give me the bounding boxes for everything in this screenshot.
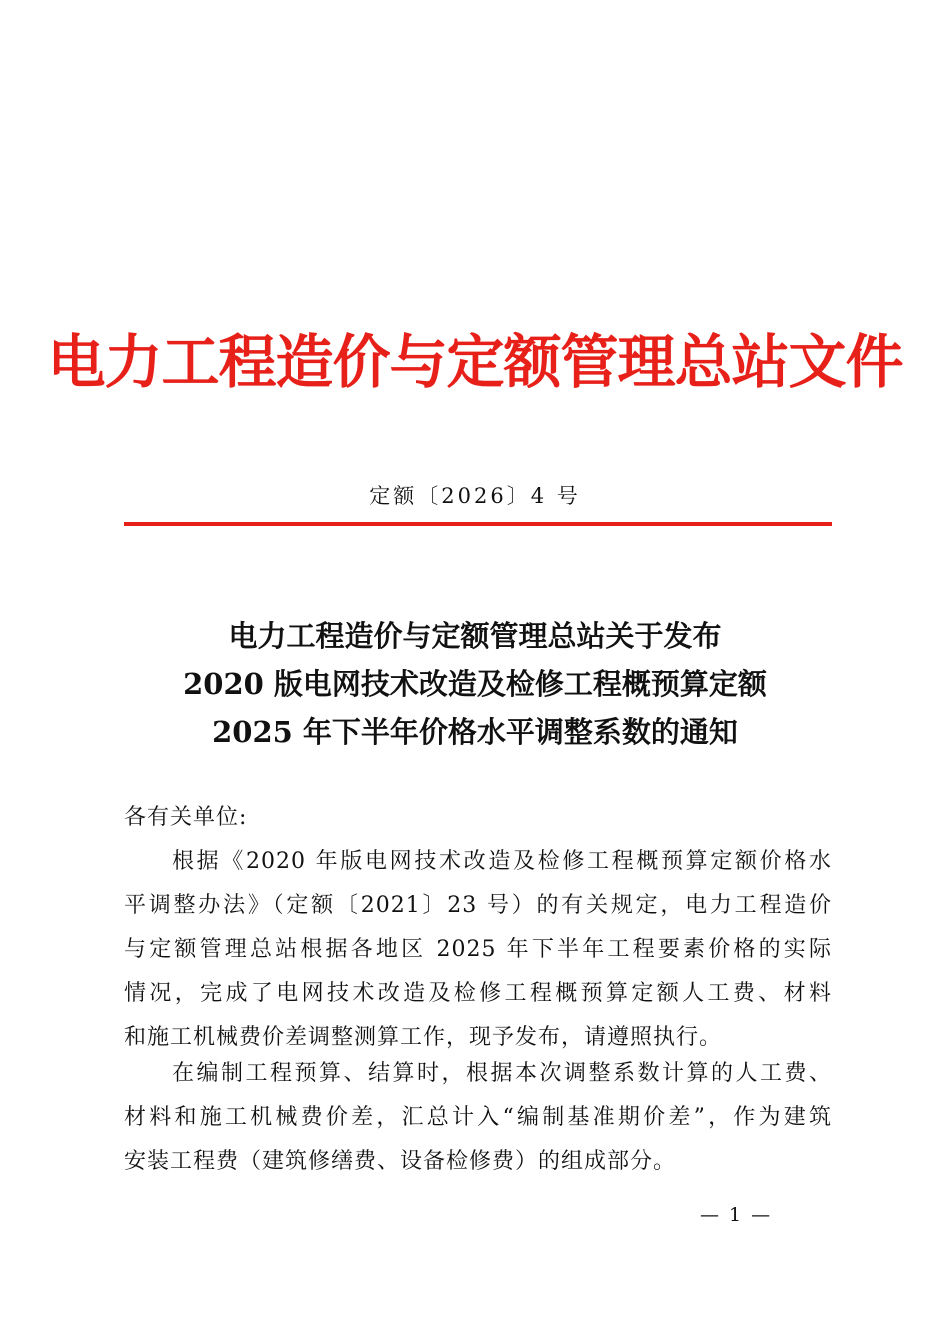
paragraph-line: 根据《2020 年版电网技术改造及检修工程概预算定额价格水 <box>172 849 832 874</box>
notice-title-line: 电力工程造价与定额管理总站关于发布 <box>228 619 722 653</box>
paragraph-line: 情况，完成了电网技术改造及检修工程概预算定额人工费、材料 <box>124 981 832 1006</box>
paragraph-line: 材料和施工机械费价差，汇总计入“编制基准期价差”，作为建筑 <box>124 1105 832 1130</box>
document-number: 定额〔2026〕4 号 <box>369 484 581 508</box>
issuer-title: 电力工程造价与定额管理总站文件 <box>47 328 903 396</box>
paragraph-line: 与定额管理总站根据各地区 2025 年下半年工程要素价格的实际 <box>124 937 832 962</box>
notice-title <box>0 612 950 756</box>
paragraph-line: 和施工机械费价差调整测算工作，现予发布，请遵照执行。 <box>124 1025 723 1050</box>
notice-title-line: 2025 年下半年价格水平调整系数的通知 <box>212 715 738 749</box>
body-paragraph-1 <box>124 840 832 1060</box>
paragraph-line: 安装工程费（建筑修缮费、设备检修费）的组成部分。 <box>124 1149 677 1174</box>
paragraph-line: 平调整办法》（定额〔2021〕23 号）的有关规定，电力工程造价 <box>124 893 832 918</box>
addressee: 各有关单位: <box>124 805 248 830</box>
paragraph-line: 在编制工程预算、结算时，根据本次调整系数计算的人工费、 <box>172 1061 832 1086</box>
body-paragraph-2 <box>124 1052 832 1184</box>
page-number: — 1 — <box>700 1204 773 1226</box>
red-separator-line <box>124 522 832 526</box>
notice-title-line: 2020 版电网技术改造及检修工程概预算定额 <box>183 667 767 701</box>
